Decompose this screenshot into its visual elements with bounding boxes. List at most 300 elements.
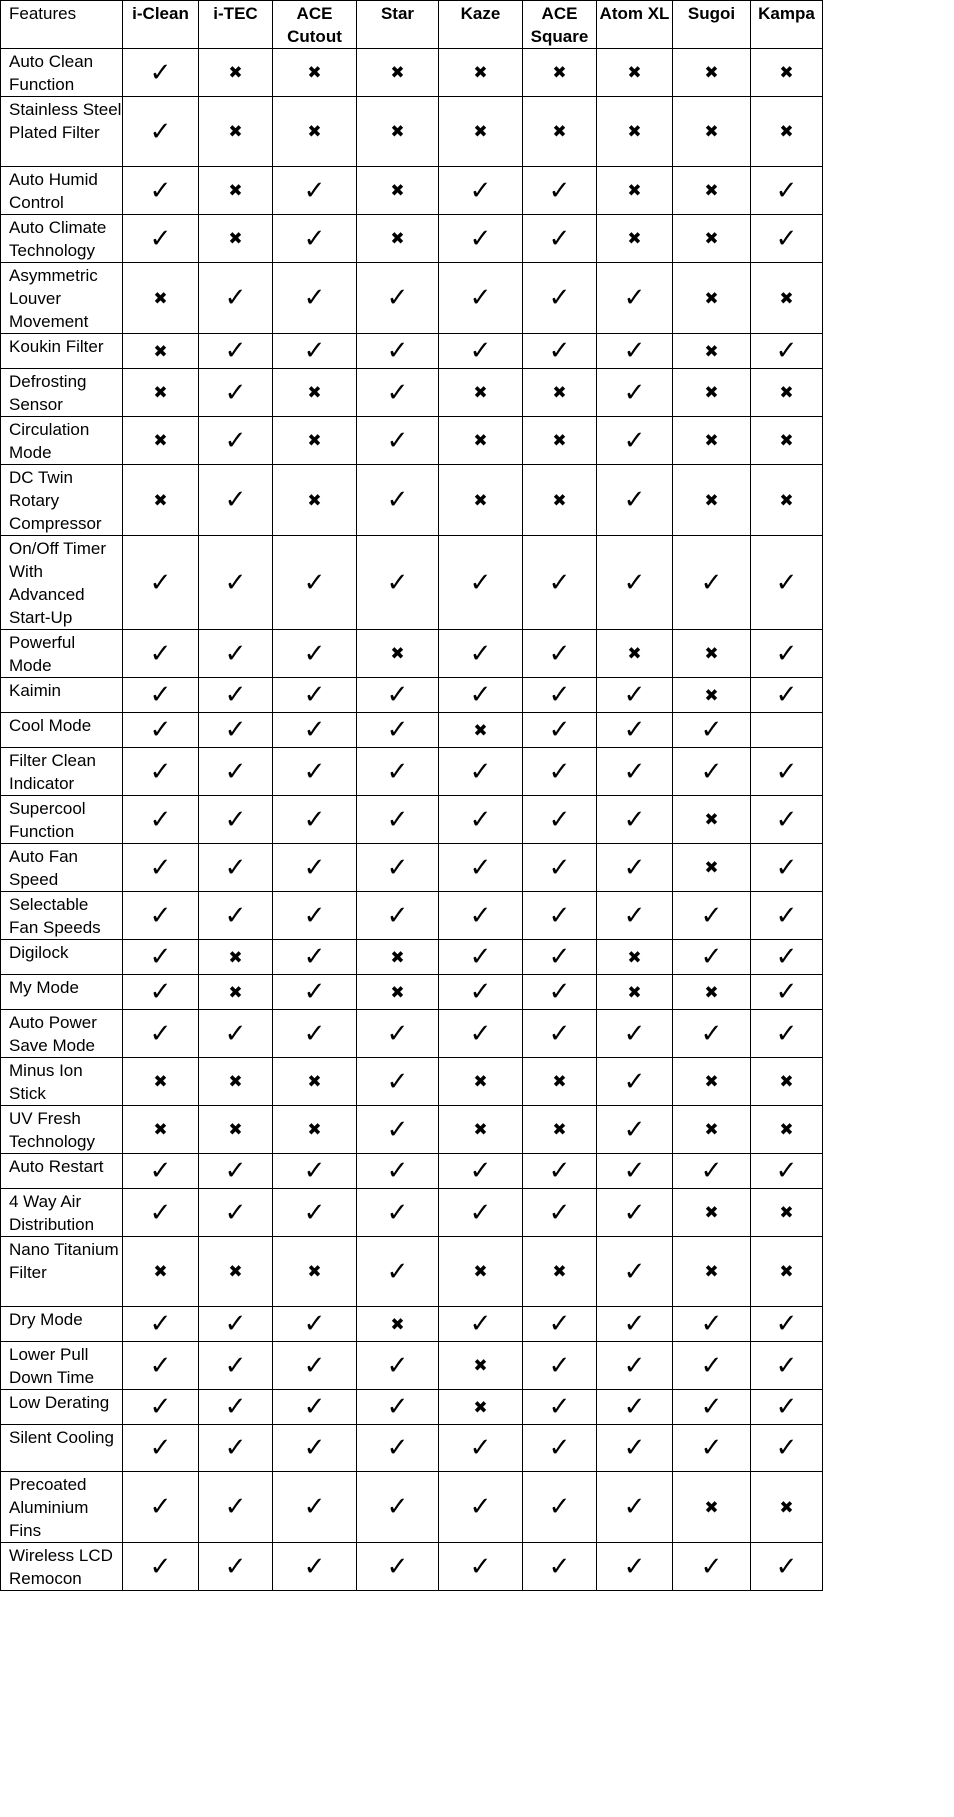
- check-icon: ✓: [548, 1551, 571, 1582]
- availability-cell: [273, 975, 357, 1010]
- availability-cell: [273, 892, 357, 940]
- check-icon: ✓: [548, 567, 571, 598]
- availability-cell: [123, 167, 199, 215]
- availability-cell: [273, 1106, 357, 1154]
- check-icon: ✓: [386, 1392, 409, 1422]
- availability-cell: [751, 465, 823, 536]
- availability-cell: [199, 1543, 273, 1591]
- cross-icon: ✖: [473, 431, 488, 451]
- cross-icon: ✖: [704, 1120, 719, 1140]
- check-icon: ✓: [469, 175, 492, 206]
- availability-cell: [523, 263, 597, 334]
- check-icon: ✓: [623, 283, 646, 313]
- feature-name-cell: UV Fresh Technology: [1, 1106, 123, 1154]
- cross-icon: ✖: [704, 644, 719, 664]
- availability-cell: [597, 1342, 673, 1390]
- availability-cell: [439, 1189, 523, 1237]
- table-row: [1, 1342, 823, 1390]
- header-cell: Sugoi: [673, 1, 751, 49]
- check-icon: ✓: [775, 336, 798, 366]
- availability-cell: [673, 167, 751, 215]
- cross-icon: ✖: [704, 63, 719, 83]
- check-icon: ✓: [700, 756, 723, 787]
- availability-cell: [357, 713, 439, 748]
- availability-cell: [597, 465, 673, 536]
- table-row: [1, 369, 823, 417]
- check-icon: ✓: [469, 1433, 492, 1463]
- availability-cell: [523, 167, 597, 215]
- feature-name-cell: Auto Humid Control: [1, 167, 123, 215]
- cross-icon: ✖: [704, 1497, 719, 1518]
- availability-cell: [597, 748, 673, 796]
- availability-cell: [523, 334, 597, 369]
- check-icon: ✓: [386, 336, 409, 366]
- check-icon: ✓: [303, 567, 326, 598]
- check-icon: ✓: [775, 680, 798, 710]
- cross-icon: ✖: [779, 288, 794, 309]
- availability-cell: [597, 369, 673, 417]
- availability-cell: [273, 1543, 357, 1591]
- cross-icon: ✖: [228, 982, 243, 1003]
- availability-cell: [357, 844, 439, 892]
- availability-cell: [357, 975, 439, 1010]
- check-icon: ✓: [469, 852, 492, 883]
- check-icon: ✓: [303, 1197, 326, 1228]
- cross-icon: ✖: [307, 1120, 322, 1140]
- check-icon: ✓: [386, 1066, 409, 1097]
- cross-icon: ✖: [228, 122, 243, 142]
- availability-cell: [597, 1543, 673, 1591]
- check-icon: ✓: [386, 852, 409, 883]
- cross-icon: ✖: [153, 490, 168, 511]
- availability-cell: [123, 49, 199, 97]
- feature-name-cell: Filter Clean Indicator: [1, 748, 123, 796]
- header-cell: ACE Square: [523, 1, 597, 49]
- check-icon: ✓: [469, 680, 492, 710]
- availability-cell: [673, 1543, 751, 1591]
- feature-name-cell: Precoated Aluminium Fins: [1, 1472, 123, 1543]
- availability-cell: [357, 536, 439, 630]
- cross-icon: ✖: [704, 1262, 719, 1282]
- availability-cell: [523, 417, 597, 465]
- feature-name-cell: Minus Ion Stick: [1, 1058, 123, 1106]
- availability-cell: [123, 417, 199, 465]
- availability-cell: [357, 49, 439, 97]
- table-row: [1, 1237, 823, 1307]
- availability-cell: [357, 465, 439, 536]
- cross-icon: ✖: [779, 1120, 794, 1140]
- cross-icon: ✖: [779, 1262, 794, 1282]
- availability-cell: [199, 263, 273, 334]
- availability-cell: [523, 1425, 597, 1472]
- cross-icon: ✖: [473, 63, 488, 83]
- availability-cell: [199, 167, 273, 215]
- availability-cell: [439, 1425, 523, 1472]
- availability-cell: [439, 263, 523, 334]
- availability-cell: [439, 97, 523, 167]
- availability-cell: [439, 713, 523, 748]
- availability-cell: [673, 97, 751, 167]
- availability-cell: [273, 1237, 357, 1307]
- availability-cell: [523, 940, 597, 975]
- availability-cell: [439, 49, 523, 97]
- check-icon: ✓: [224, 283, 247, 313]
- check-icon: ✓: [623, 377, 646, 408]
- check-icon: ✓: [623, 485, 646, 515]
- availability-cell: [597, 678, 673, 713]
- header-cell: Atom XL: [597, 1, 673, 49]
- check-icon: ✓: [623, 680, 646, 710]
- availability-cell: [523, 1472, 597, 1543]
- check-icon: ✓: [623, 715, 646, 745]
- table-row: [1, 334, 823, 369]
- check-icon: ✓: [548, 1433, 571, 1463]
- check-icon: ✓: [149, 1197, 172, 1228]
- availability-cell: [123, 1342, 199, 1390]
- availability-cell: [273, 167, 357, 215]
- availability-cell: [751, 713, 823, 748]
- check-icon: ✓: [548, 336, 571, 366]
- cross-icon: ✖: [473, 122, 488, 142]
- availability-cell: [123, 748, 199, 796]
- feature-name-cell: Auto Restart: [1, 1154, 123, 1189]
- check-icon: ✓: [224, 1392, 247, 1422]
- availability-cell: [597, 796, 673, 844]
- availability-cell: [439, 1058, 523, 1106]
- availability-cell: [523, 678, 597, 713]
- availability-cell: [523, 1543, 597, 1591]
- availability-cell: [673, 1342, 751, 1390]
- check-icon: ✓: [303, 942, 326, 972]
- availability-cell: [523, 1189, 597, 1237]
- cross-icon: ✖: [390, 63, 405, 83]
- check-icon: ✓: [623, 1309, 646, 1339]
- cross-icon: ✖: [228, 181, 243, 201]
- cross-icon: ✖: [307, 63, 322, 83]
- cross-icon: ✖: [704, 1203, 719, 1223]
- check-icon: ✓: [548, 283, 571, 313]
- table-row: [1, 844, 823, 892]
- cross-icon: ✖: [627, 63, 642, 83]
- table-row: [1, 630, 823, 678]
- availability-cell: [357, 417, 439, 465]
- check-icon: ✓: [303, 756, 326, 787]
- availability-cell: [597, 263, 673, 334]
- table-row: [1, 1058, 823, 1106]
- check-icon: ✓: [149, 977, 172, 1007]
- availability-cell: [751, 975, 823, 1010]
- cross-icon: ✖: [779, 1497, 794, 1518]
- availability-cell: [123, 263, 199, 334]
- availability-cell: [199, 1058, 273, 1106]
- availability-cell: [673, 1237, 751, 1307]
- cross-icon: ✖: [552, 490, 567, 511]
- check-icon: ✓: [469, 1309, 492, 1339]
- check-icon: ✓: [623, 1114, 646, 1145]
- check-icon: ✓: [623, 336, 646, 366]
- table-row: [1, 713, 823, 748]
- cross-icon: ✖: [552, 63, 567, 83]
- availability-cell: [357, 1058, 439, 1106]
- check-icon: ✓: [303, 804, 326, 835]
- availability-cell: [199, 334, 273, 369]
- feature-name-cell: DC Twin Rotary Compressor: [1, 465, 123, 536]
- check-icon: ✓: [224, 377, 247, 408]
- header-cell: ACE Cutout: [273, 1, 357, 49]
- check-icon: ✓: [469, 1156, 492, 1186]
- check-icon: ✓: [386, 1256, 409, 1287]
- check-icon: ✓: [386, 1350, 409, 1381]
- cross-icon: ✖: [307, 431, 322, 451]
- check-icon: ✓: [700, 1156, 723, 1186]
- check-icon: ✓: [623, 1551, 646, 1582]
- availability-cell: [673, 940, 751, 975]
- check-icon: ✓: [224, 485, 247, 515]
- check-icon: ✓: [775, 638, 798, 669]
- check-icon: ✓: [623, 1492, 646, 1522]
- check-icon: ✓: [149, 852, 172, 883]
- cross-icon: ✖: [153, 1262, 168, 1282]
- availability-cell: [123, 369, 199, 417]
- cross-icon: ✖: [552, 122, 567, 142]
- availability-cell: [357, 1106, 439, 1154]
- availability-cell: [523, 1058, 597, 1106]
- availability-cell: [357, 369, 439, 417]
- availability-cell: [199, 215, 273, 263]
- header-cell: Features: [1, 1, 123, 49]
- check-icon: ✓: [623, 1256, 646, 1287]
- availability-cell: [673, 713, 751, 748]
- availability-cell: [123, 940, 199, 975]
- check-icon: ✓: [224, 900, 247, 931]
- availability-cell: [199, 1237, 273, 1307]
- availability-cell: [439, 334, 523, 369]
- availability-cell: [523, 796, 597, 844]
- availability-cell: [673, 1307, 751, 1342]
- cross-icon: ✖: [307, 490, 322, 511]
- availability-cell: [199, 1342, 273, 1390]
- availability-cell: [357, 630, 439, 678]
- cross-icon: ✖: [228, 947, 243, 968]
- availability-cell: [357, 1307, 439, 1342]
- check-icon: ✓: [224, 1197, 247, 1228]
- availability-cell: [273, 1472, 357, 1543]
- cross-icon: ✖: [307, 383, 322, 403]
- availability-cell: [273, 1154, 357, 1189]
- availability-cell: [523, 975, 597, 1010]
- availability-cell: [357, 796, 439, 844]
- availability-cell: [123, 1189, 199, 1237]
- feature-name-cell: Circulation Mode: [1, 417, 123, 465]
- check-icon: ✓: [386, 715, 409, 745]
- availability-cell: [439, 796, 523, 844]
- cross-icon: ✖: [779, 383, 794, 403]
- cross-icon: ✖: [390, 181, 405, 201]
- availability-cell: [273, 796, 357, 844]
- availability-cell: [673, 975, 751, 1010]
- check-icon: ✓: [469, 977, 492, 1007]
- check-icon: ✓: [469, 638, 492, 669]
- availability-cell: [123, 1307, 199, 1342]
- availability-cell: [523, 1106, 597, 1154]
- availability-cell: [673, 369, 751, 417]
- cross-icon: ✖: [552, 1262, 567, 1282]
- check-icon: ✓: [386, 425, 409, 456]
- cross-icon: ✖: [704, 858, 719, 878]
- cross-icon: ✖: [779, 1203, 794, 1223]
- check-icon: ✓: [224, 1350, 247, 1381]
- cross-icon: ✖: [390, 947, 405, 968]
- availability-cell: [199, 417, 273, 465]
- check-icon: ✓: [548, 977, 571, 1007]
- availability-cell: [597, 97, 673, 167]
- check-icon: ✓: [623, 756, 646, 787]
- availability-cell: [597, 334, 673, 369]
- availability-cell: [123, 536, 199, 630]
- header-cell: Star: [357, 1, 439, 49]
- feature-name-cell: Lower Pull Down Time: [1, 1342, 123, 1390]
- check-icon: ✓: [224, 680, 247, 710]
- cross-icon: ✖: [473, 1356, 488, 1376]
- check-icon: ✓: [548, 1156, 571, 1186]
- cross-icon: ✖: [627, 229, 642, 249]
- availability-cell: [123, 465, 199, 536]
- availability-cell: [439, 167, 523, 215]
- check-icon: ✓: [775, 1156, 798, 1186]
- availability-cell: [597, 1106, 673, 1154]
- availability-cell: [523, 1342, 597, 1390]
- cross-icon: ✖: [779, 1072, 794, 1092]
- availability-cell: [199, 49, 273, 97]
- feature-name-cell: Asymmetric Louver Movement: [1, 263, 123, 334]
- table-row: [1, 1543, 823, 1591]
- check-icon: ✓: [623, 1197, 646, 1228]
- check-icon: ✓: [548, 942, 571, 972]
- header-cell: Kaze: [439, 1, 523, 49]
- cross-icon: ✖: [704, 490, 719, 511]
- availability-cell: [523, 465, 597, 536]
- cross-icon: ✖: [228, 1120, 243, 1140]
- check-icon: ✓: [149, 223, 172, 254]
- check-icon: ✓: [386, 377, 409, 408]
- cross-icon: ✖: [153, 383, 168, 403]
- availability-cell: [123, 630, 199, 678]
- table-row: [1, 892, 823, 940]
- availability-cell: [357, 1189, 439, 1237]
- availability-cell: [123, 892, 199, 940]
- availability-cell: [597, 536, 673, 630]
- check-icon: ✓: [775, 756, 798, 787]
- availability-cell: [597, 1390, 673, 1425]
- check-icon: ✓: [303, 1492, 326, 1522]
- check-icon: ✓: [469, 283, 492, 313]
- header-row: [1, 1, 823, 49]
- cross-icon: ✖: [390, 982, 405, 1003]
- check-icon: ✓: [303, 1392, 326, 1422]
- table-row: [1, 97, 823, 167]
- check-icon: ✓: [303, 1309, 326, 1339]
- table-row: [1, 1189, 823, 1237]
- availability-cell: [199, 1010, 273, 1058]
- cross-icon: ✖: [779, 490, 794, 511]
- availability-cell: [751, 97, 823, 167]
- table-row: [1, 536, 823, 630]
- availability-cell: [273, 536, 357, 630]
- check-icon: ✓: [224, 756, 247, 787]
- availability-cell: [751, 334, 823, 369]
- availability-cell: [123, 97, 199, 167]
- availability-cell: [439, 975, 523, 1010]
- check-icon: ✓: [224, 567, 247, 598]
- check-icon: ✓: [548, 680, 571, 710]
- table-row: [1, 417, 823, 465]
- check-icon: ✓: [149, 715, 172, 745]
- check-icon: ✓: [623, 567, 646, 598]
- cross-icon: ✖: [704, 685, 719, 706]
- availability-cell: [123, 334, 199, 369]
- availability-cell: [439, 1307, 523, 1342]
- availability-cell: [673, 1058, 751, 1106]
- cross-icon: ✖: [704, 431, 719, 451]
- check-icon: ✓: [623, 900, 646, 931]
- check-icon: ✓: [386, 756, 409, 787]
- table-row: [1, 263, 823, 334]
- availability-cell: [523, 713, 597, 748]
- availability-cell: [123, 1472, 199, 1543]
- check-icon: ✓: [149, 175, 172, 206]
- availability-cell: [199, 97, 273, 167]
- availability-cell: [597, 713, 673, 748]
- availability-cell: [673, 263, 751, 334]
- availability-cell: [273, 1189, 357, 1237]
- availability-cell: [523, 844, 597, 892]
- availability-cell: [597, 167, 673, 215]
- availability-cell: [357, 215, 439, 263]
- check-icon: ✓: [224, 1551, 247, 1582]
- availability-cell: [273, 748, 357, 796]
- cross-icon: ✖: [473, 490, 488, 511]
- table-row: [1, 465, 823, 536]
- availability-cell: [751, 369, 823, 417]
- check-icon: ✓: [149, 567, 172, 598]
- check-icon: ✓: [224, 1018, 247, 1049]
- availability-cell: [439, 1154, 523, 1189]
- availability-cell: [199, 892, 273, 940]
- availability-cell: [751, 263, 823, 334]
- header-cell: Kampa: [751, 1, 823, 49]
- cross-icon: ✖: [307, 122, 322, 142]
- check-icon: ✓: [623, 1156, 646, 1186]
- availability-cell: [523, 536, 597, 630]
- cross-icon: ✖: [627, 982, 642, 1003]
- availability-cell: [199, 1472, 273, 1543]
- check-icon: ✓: [303, 852, 326, 883]
- cross-icon: ✖: [552, 383, 567, 403]
- availability-cell: [523, 215, 597, 263]
- availability-cell: [123, 1106, 199, 1154]
- availability-cell: [751, 1058, 823, 1106]
- feature-name-cell: Defrosting Sensor: [1, 369, 123, 417]
- availability-cell: [673, 334, 751, 369]
- availability-cell: [439, 369, 523, 417]
- check-icon: ✓: [149, 900, 172, 931]
- check-icon: ✓: [303, 1350, 326, 1381]
- cross-icon: ✖: [704, 181, 719, 201]
- availability-cell: [673, 1390, 751, 1425]
- availability-cell: [439, 844, 523, 892]
- availability-cell: [123, 1154, 199, 1189]
- availability-cell: [273, 940, 357, 975]
